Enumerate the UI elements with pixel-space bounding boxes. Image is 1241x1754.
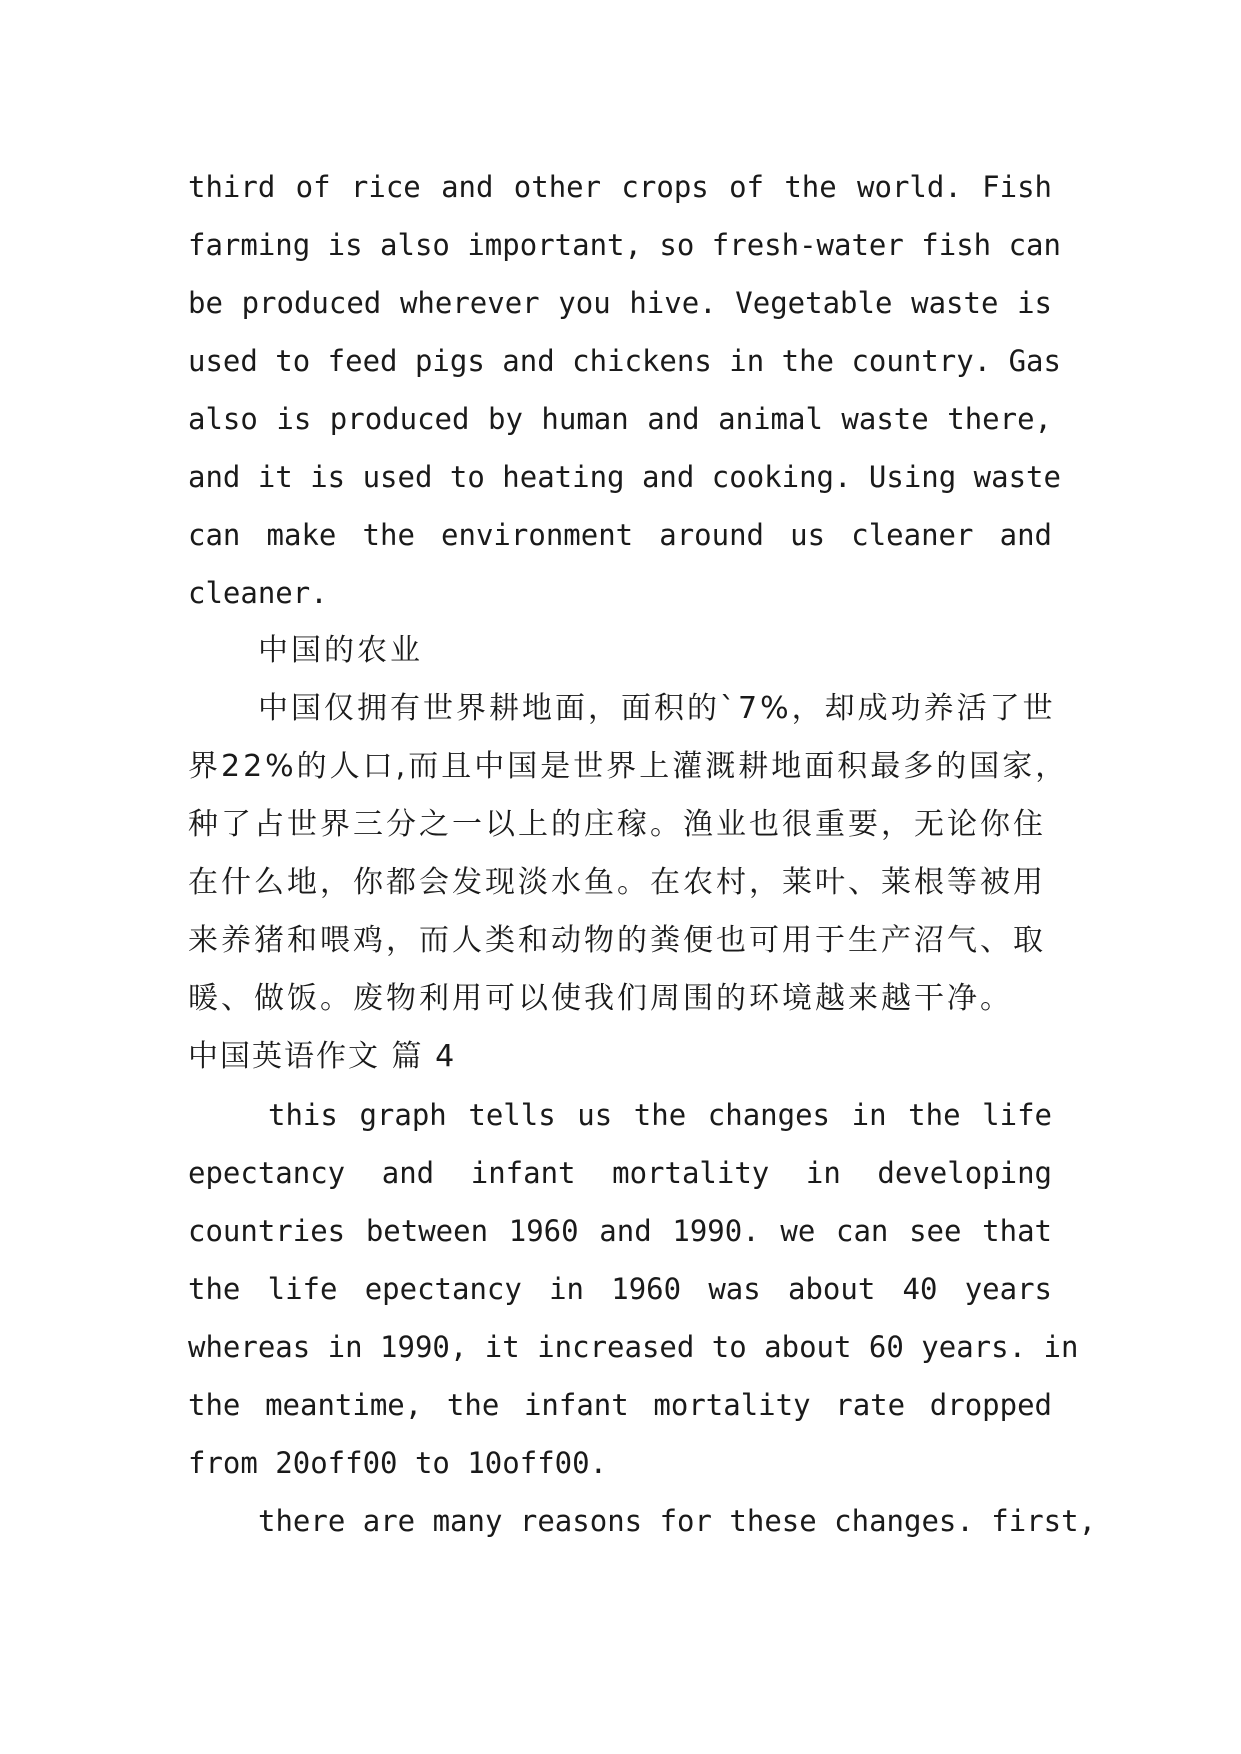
paragraph-en-2 xyxy=(188,1086,1079,1492)
paragraph-cn xyxy=(188,680,1069,1028)
text-line: 种了占世界三分之一以上的庄稼。渔业也很重要，无论你住 xyxy=(188,807,1046,842)
section-heading: 中国英语作文 篇 4 xyxy=(188,1039,457,1074)
text-line: and it is used to heating and cooking. Using waste xyxy=(188,460,1061,494)
text-line: 来养猪和喂鸡，而人类和动物的粪便也可用于生产沼气、取 xyxy=(188,923,1046,958)
paragraph-en-1 xyxy=(188,158,1061,622)
text-line: the meantime, the infant mortality rate dropped xyxy=(188,1388,1052,1422)
text-line: be produced wherever you hive. Vegetable waste is xyxy=(188,286,1052,320)
text-line: 中国仅拥有世界耕地面，面积的`7%，却成功养活了世 xyxy=(258,691,1056,726)
text-line: from 20off00 to 10off00. xyxy=(188,1446,608,1480)
document-page xyxy=(188,158,1097,1550)
text-line: epectancy and infant mortality in developing xyxy=(188,1156,1052,1190)
text-line: this graph tells us the changes in the life xyxy=(268,1098,1052,1132)
text-line: 界22%的人口,而且中国是世界上灌溉耕地面积最多的国家， xyxy=(188,749,1069,784)
text-line: whereas in 1990, it increased to about 60 years. in xyxy=(188,1330,1079,1364)
text-line: there are many reasons for these changes. first, xyxy=(258,1504,1097,1538)
text-line: can make the environment around us cleaner and xyxy=(188,518,1052,552)
text-line: the life epectancy in 1960 was about 40 years xyxy=(188,1272,1052,1306)
text-line: 在什么地，你都会发现淡水鱼。在农村，莱叶、莱根等被用 xyxy=(188,865,1046,900)
text-line: farming is also important, so fresh-water fish can xyxy=(188,228,1061,262)
text-line: also is produced by human and animal waste there, xyxy=(188,402,1052,436)
text-line: 暖、做饭。废物利用可以使我们周围的环境越来越干净。 xyxy=(188,981,1013,1016)
paragraph-en-3 xyxy=(188,1492,1097,1550)
text-line: used to feed pigs and chickens in the country. Gas xyxy=(188,344,1061,378)
text-line: countries between 1960 and 1990. we can see that xyxy=(188,1214,1052,1248)
text-line: cleaner. xyxy=(188,576,328,610)
text-line: third of rice and other crops of the world. Fish xyxy=(188,170,1052,204)
cn-title: 中国的农业 xyxy=(258,633,423,668)
